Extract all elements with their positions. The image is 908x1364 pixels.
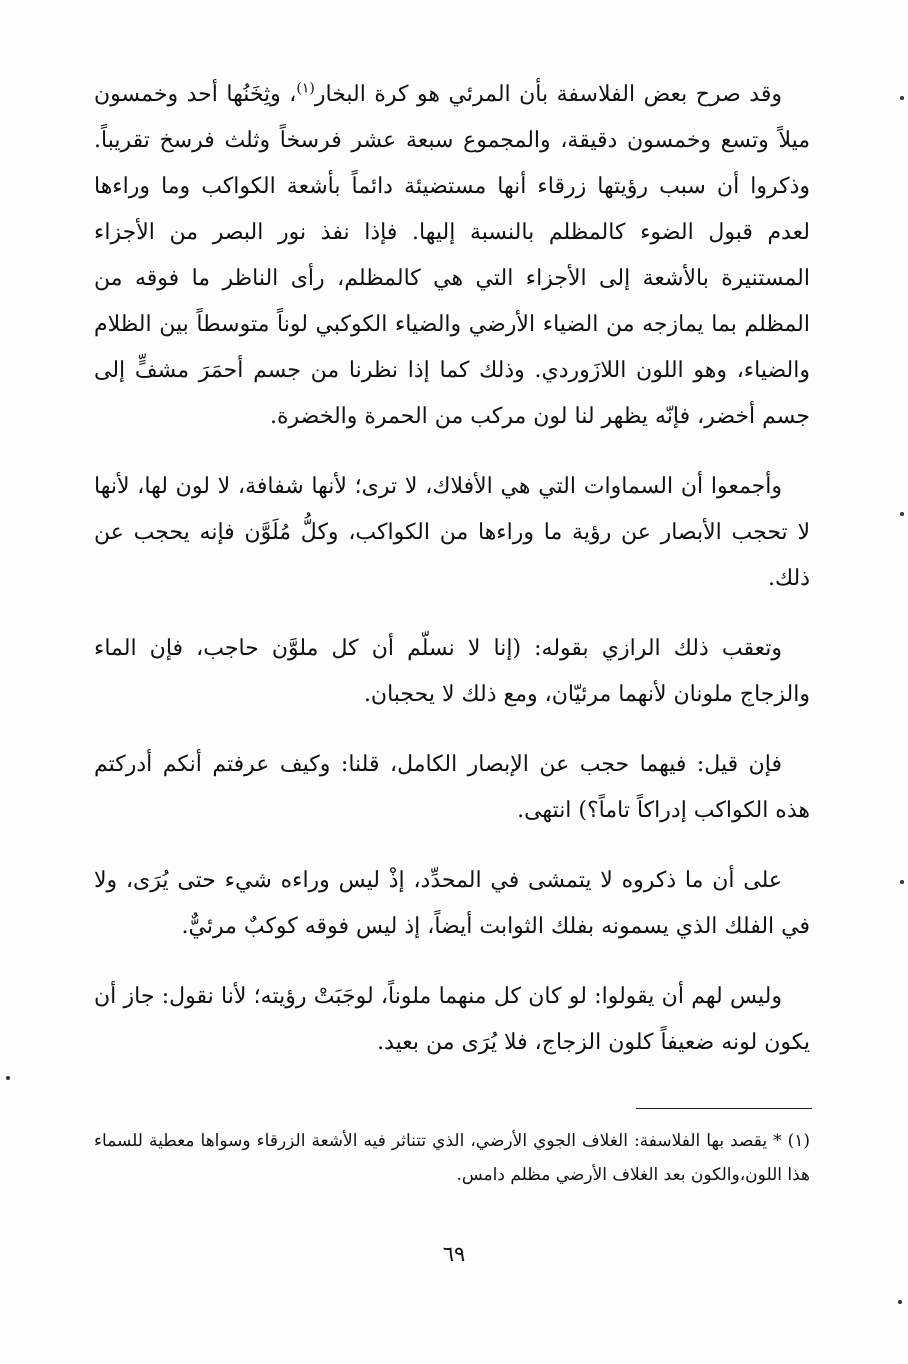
footnote-text: يقصد بها الفلاسفة: الغلاف الجوي الأرضي، الذي تتناثر فيه الأشعة الزرقاء وسواها معطية للسماء هذا اللون،والكون بعد الغلاف الأرضي مظلم دامس.: [94, 1131, 810, 1185]
footnote-number: (١): [787, 1131, 810, 1151]
paragraph-1: [94, 72, 810, 440]
footnote-star: *: [773, 1131, 782, 1151]
paragraph-4: فإن قيل: فيهما حجب عن الإبصار الكامل، قلنا: وكيف عرفتم أنكم أدركتم هذه الكواكب إدراكاً تاماً؟) انتهى.: [94, 752, 810, 823]
scan-speck: [6, 1076, 10, 1080]
scan-speck: [898, 1300, 902, 1304]
footnote: [94, 1124, 810, 1192]
paragraph-2: وأجمعوا أن السماوات التي هي الأفلاك، لا ترى؛ لأنها شفافة، لا لون لها، لأنها لا تحجب الأبصار عن رؤية ما وراءها من الكواكب، وكلُّ مُلَوَّن فإنه يحجب عن ذلك.: [94, 474, 810, 591]
footnote-reference: (١): [296, 80, 315, 97]
scan-speck: [900, 880, 904, 884]
paragraph-5: على أن ما ذكروه لا يتمشى في المحدِّد، إذْ ليس وراءه شيء حتى يُرَى، ولا في الفلك الذي يسمونه بفلك الثوابت أيضاً، إذ ليس فوقه كوكبٌ مرئيٌّ.: [94, 868, 810, 939]
paragraph-6: وليس لهم أن يقولوا: لو كان كل منهما ملوناً، لوجَبَتْ رؤيته؛ لأنا نقول: جاز أن يكون لونه ضعيفاً كلون الزجاج، فلا يُرَى من بعيد.: [94, 984, 810, 1055]
main-text: [94, 72, 810, 1090]
page-number: ٦٩: [442, 1242, 466, 1266]
paragraph-3: وتعقب ذلك الرازي بقوله: (إنا لا نسلّم أن كل ملوَّن حاجب، فإن الماء والزجاج ملونان لأنهما مرئيّان، ومع ذلك لا يحجبان.: [94, 636, 810, 707]
scan-speck: [900, 96, 904, 100]
paragraph-1-rest: ، وثِخَنُها أحد وخمسون ميلاً وتسع وخمسون دقيقة، والمجموع سبعة عشر فرسخاً وثلث فرسخ تقريباً. وذكروا أن سبب رؤيتها زرقاء أنها مستضيئة دائماً بأشعة الكواكب وما وراءها لعدم قبول الضوء كالمظلم بالنسبة إليها. فإذا نفذ نور البصر من الأجزاء المستنيرة بالأشعة إلى الأجزاء التي هي كالمظلم، رأى الناظر ما فوقه من المظلم بما يمازجه من الضياء الأرضي والضياء الكوكبي لوناً متوسطاً بين الظلام والضياء، وهو اللون اللازَوردي. وذلك كما إذا نظرنا من جسم أحمَرَ مشفٍّ إلى جسم أخضر، فإنّه يظهر لنا لون مركب من الحمرة والخضرة.: [94, 82, 810, 429]
scan-speck: [900, 512, 904, 516]
footnote-divider: [636, 1108, 812, 1109]
paragraph-1-start: وقد صرح بعض الفلاسفة بأن المرئي هو كرة البخار: [314, 82, 782, 107]
